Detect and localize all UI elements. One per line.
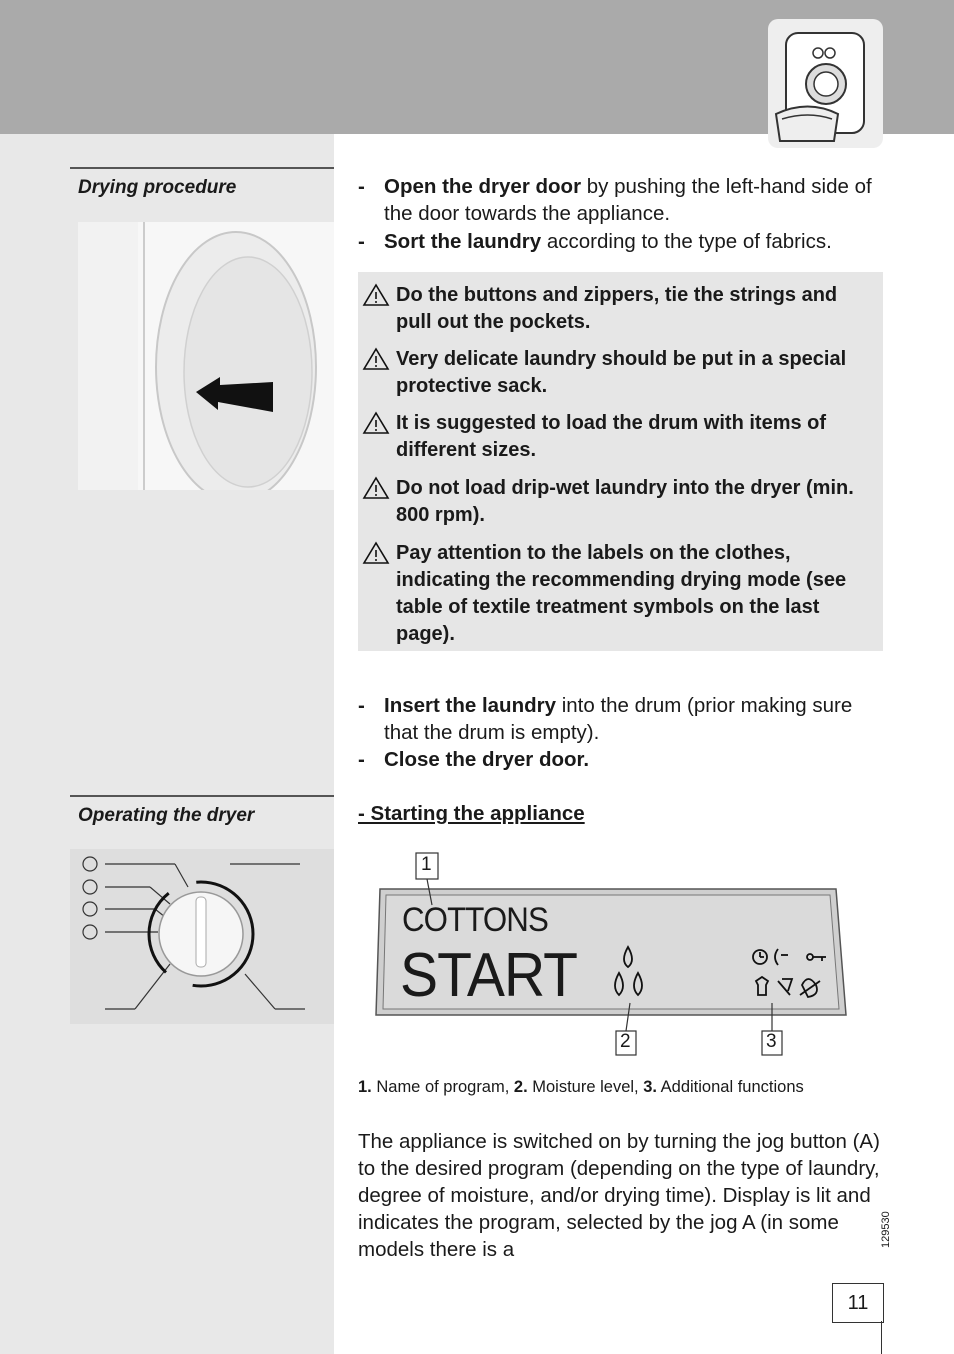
- display-diagram: [358, 845, 858, 1060]
- warning-item: Very delicate laundry should be put in a special protective sack.: [362, 346, 862, 400]
- warning-triangle-icon: [362, 347, 390, 371]
- control-panel-photo: [70, 849, 334, 1024]
- warning-item: It is suggested to load the drum with items of different sizes.: [362, 410, 862, 464]
- warning-triangle-icon: [362, 283, 390, 307]
- page-number-rule: [881, 1321, 882, 1354]
- section-operating: Operating the dryer: [70, 795, 334, 837]
- bullet-open-door: - Open the dryer door by pushing the left-hand side of the door towards the appliance.: [358, 175, 872, 225]
- page-number: 11: [832, 1283, 884, 1323]
- body-paragraph: The appliance is switched on by turning the jog button (A) to the desired program (depending on the type of laundry, degree of moisture, and/or drying time). Display is lit and indicates the program, selected by the jog A (in some models there is a: [358, 1130, 880, 1261]
- display-caption: 1. Name of program, 2. Moisture level, 3. Additional functions: [358, 1078, 804, 1096]
- display-status: START: [400, 941, 578, 1010]
- dryer-door-photo: [78, 222, 334, 490]
- callout-2-label: 2: [620, 1031, 631, 1052]
- warning-triangle-icon: [362, 541, 390, 565]
- warning-item: Do not load drip-wet laundry into the dryer (min. 800 rpm).: [362, 475, 862, 529]
- warning-triangle-icon: [362, 411, 390, 435]
- section-drying-procedure: Drying procedure: [70, 167, 334, 223]
- dryer-mascot-logo: [768, 19, 883, 148]
- bullet-sort-laundry: - Sort the laundry according to the type of fabrics.: [358, 230, 832, 253]
- warning-item: Pay attention to the labels on the clothes, indicating the recommending drying mode (see table of textile treatment symbols on the last page).: [362, 540, 862, 648]
- callout-3-label: 3: [766, 1031, 777, 1052]
- warning-item: Do the buttons and zippers, tie the strings and pull out the pockets.: [362, 282, 862, 336]
- bullet-close-door: - Close the dryer door.: [358, 748, 590, 771]
- warnings-box: [358, 272, 883, 651]
- starting-appliance-subhead: - Starting the appliance: [358, 802, 585, 825]
- warning-triangle-icon: [362, 476, 390, 500]
- display-program-name: COTTONS: [402, 901, 548, 939]
- bullet-insert-laundry: - Insert the laundry into the drum (prior making sure that the drum is empty).: [358, 694, 853, 744]
- callout-1-label: 1: [421, 854, 432, 875]
- document-code: 129530: [880, 1211, 892, 1248]
